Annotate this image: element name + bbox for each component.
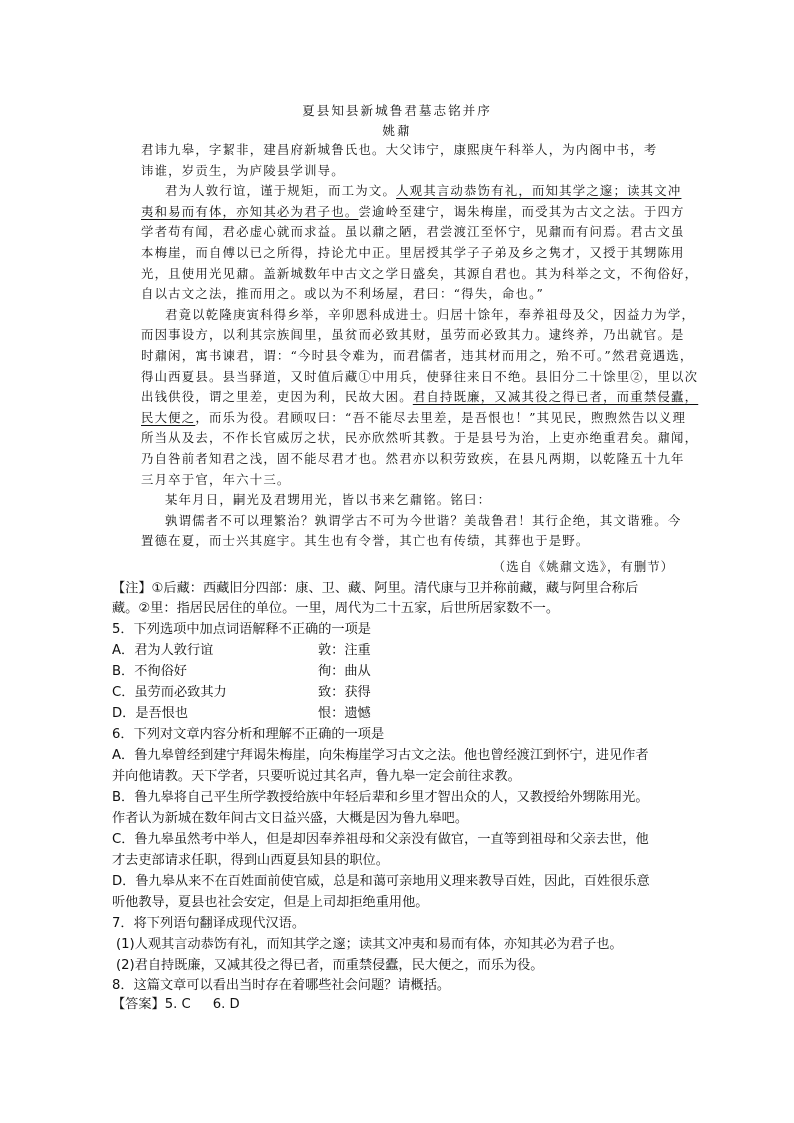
passage-line [141,202,685,222]
passage-text: 君为人敦行谊，谨于规矩，而工为文。 [165,183,397,199]
option-gloss: 致：获得 [318,685,371,700]
answer-q6: 6. D [212,997,240,1012]
passage-line [141,140,657,160]
option-gloss: 恨：遗憾 [318,706,371,721]
underlined-sentence: 民大便之 [141,409,196,425]
passage-text: 某年月日，嗣光及君甥用光，皆以书来乞鼐铭。铭曰： [165,492,492,508]
option-gloss: 敦：注重 [318,643,371,658]
passage-line [141,284,544,304]
question-7-item: (2)君自持既廉，又减其役之得已者，而重禁侵蠹，民大便之，而乐为役。 [116,958,544,973]
passage-line [165,181,681,201]
passage-text: 得山西夏县。县当驿道，又时值后藏①中用兵，使驿往来日不绝。县旧分二十馀里②，里以次 [141,368,699,384]
option-label: D．是吾恨也 [112,706,189,721]
passage-line [141,325,685,345]
passage-text: 而因事设方，以利其宗族闾里，虽贫而必致其财，虽劳而必致其力。逮终养，乃出就官。是 [141,327,685,343]
passage-line [141,428,698,448]
question-5-option-d [112,703,371,724]
question-5-option-b [112,661,371,682]
underlined-sentence: 君自持既廉，又减其役之得已者，而重禁侵蠹， [412,389,699,405]
passage-text: 三月卒于官，年六十三。 [141,471,291,487]
underlined-sentence: 人观其言动恭饬有礼，而知其学之邃；读其文冲 [396,183,682,199]
passage-text: 自以古文之法，推而用之。或以为不利场屋，君曰：“得失，命也。” [141,286,544,302]
passage-line [141,531,590,551]
passage-line [141,222,685,242]
passage-text: 尝逾岭至建宁，谒朱梅崖，而受其为古文之法。于四方 [358,203,685,219]
option-label: A．君为人敦行谊 [112,643,214,658]
passage-title: 夏县知县新城鲁君墓志铭并序 [302,103,492,118]
passage-text: 乃自咎前者知君之浅，固不能尽君才也。然君亦以积劳致疾，在县凡两期，以乾隆五十九年 [141,451,685,466]
passage-text: 时鼐闲，寓书谏君，谓：“今时县令难为，而君儒者，违其材而用之，殆不可。”然君竟遇选， [141,348,694,363]
answer-label: 【答案】 [112,997,165,1012]
passage-line [165,490,491,510]
passage-text: 置德在夏，而士兴其庭宇。其生也有令誉，其亡也有传绩，其葬也于是野。 [141,533,590,549]
question-6-line: 听他教导，夏县也社会安定，但是上司却拒绝重用他。 [112,895,429,910]
passage-text: 出钱供役，谓之里差，吏因为利，民故大困。 [141,389,413,405]
note-line: 【注】①后藏：西藏旧分四部：康、卫、藏、阿里。清代康与卫并称前藏，藏与阿里合称后 [112,581,639,596]
passage-line [141,264,698,284]
question-6-line: B．鲁九皋将自己平生所学教授给族中年轻后辈和乡里才智出众的人，又教授给外甥陈用光。 [112,790,649,805]
question-5-option-c [112,682,371,703]
question-6-stem: 6．下列对文章内容分析和理解不正确的一项是 [112,727,385,742]
passage-text: 君讳九皋，字絜非，建昌府新城鲁氏也。大父讳宁，康熙庚午科举人，为内阁中书，考 [141,142,658,157]
passage-line [165,511,681,531]
answer-line [112,994,240,1015]
passage-line [141,161,345,181]
question-6-line: C．鲁九皋虽然考中举人，但是却因奉养祖母和父亲没有做官，一直等到祖母和父亲去世，他 [112,832,649,847]
question-7-stem: 7．将下列语句翻译成现代汉语。 [112,916,306,931]
option-label: C．虽劳而必致其力 [112,685,227,700]
option-gloss: 徇：曲从 [318,664,371,679]
passage-line [141,449,685,469]
question-6-line: A．鲁九皋曾经到建宁拜谒朱梅崖，向朱梅崖学习古文之法。他也曾经渡江到怀宁，进见作者 [112,748,649,763]
passage-text: 讳谁，岁贡生，为庐陵县学训导。 [141,162,345,178]
passage-text: ，而乐为役。君顾叹曰：“吾不能尽去里差，是吾恨也！”其见民，煦煦然告以义理 [195,409,687,425]
passage-line [141,346,694,366]
passage-line [165,305,695,325]
passage-text: 孰谓儒者不可以理繁治？孰谓学古不可为今世谐？美哉鲁君！其行企绝，其文谐雅。今 [165,512,682,528]
question-7-item: (1)人观其言动恭饬有礼，而知其学之邃；读其文冲夷和易而有体，亦知其必为君子也。 [116,937,623,952]
passage-text: 所当从及去，不作长官威厉之状，民亦欣然听其教。于是县号为治，上吏亦绝重君矣。鼐闻， [141,430,699,446]
question-5-option-a [112,640,371,661]
passage-source: （选自《姚鼐文选》，有删节） [492,559,674,574]
passage-text: 学者苟有闻，君必虚心就而求益。虽以鼐之陋，君尝渡江至怀宁，见鼐而有问焉。君古文虽 [141,224,685,240]
passage-author: 姚鼐 [382,123,412,138]
passage-line [141,243,685,263]
passage-text: 君竟以乾隆庚寅科得乡举，辛卯恩科成进士。归居十馀年，奉养祖母及父，因益力为学， [165,306,696,322]
passage-text: 光，且使用光见鼐。盖新城数年中古文之学日盛矣，其源自君也。其为科举之文，不徇俗好， [141,265,699,281]
question-6-line: 作者认为新城在数年间古文日益兴盛，大概是因为鲁九皋吧。 [112,811,469,826]
question-6-line: 才去吏部请求任职，得到山西夏县知县的职位。 [112,853,389,868]
passage-line [141,408,686,428]
passage-text: 本梅崖，而自傅以已之所得，持论尤中正。里居授其学子子弟及乡之隽才，又授于其甥陈用 [141,245,685,260]
underlined-sentence: 夷和易而有体，亦知其必为君子也。 [141,203,359,219]
option-label: B．不徇俗好 [112,664,187,679]
question-6-line: D．鲁九皋从来不在百姓面前使官威，总是和蔼可亲地用义理来教导百姓，因此，百姓很乐意 [112,874,650,889]
question-8-stem: 8．这篇文章可以看出当时存在着哪些社会问题？请概括。 [112,978,451,993]
question-5-stem: 5．下列选项中加点词语解释不正确的一项是 [112,622,371,637]
passage-line [141,470,291,490]
passage-line [141,367,698,387]
answer-q5: 5. C [164,997,191,1012]
note-line: 藏。②里：指居民居住的单位。一里，周代为二十五家，后世所居家数不一。 [112,601,560,616]
question-6-line: 并向他请教。天下学者，只要听说过其名声，鲁九皋一定会前往求教。 [112,769,521,784]
passage-line [141,387,698,407]
